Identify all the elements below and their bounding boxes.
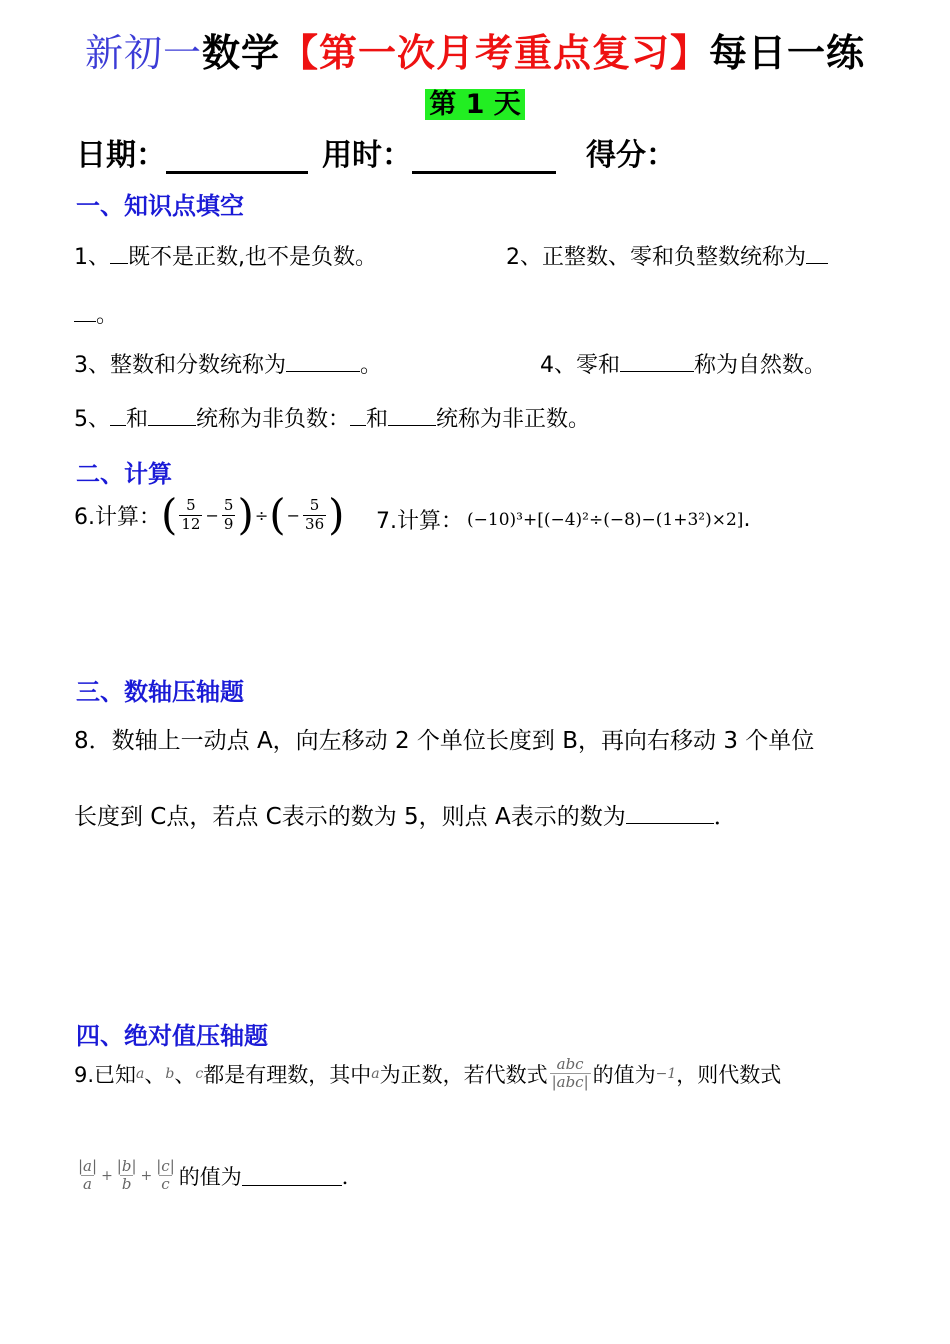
question-8-line-1: 8．数轴上一动点 A，向左移动 2 个单位长度到 B，再向右移动 3 个单位: [74, 728, 815, 754]
date-label: 日期：: [76, 138, 166, 173]
q9-fraction-abc: $\frac{\text{abc}}{\text{|abc|}}$: [551, 1055, 589, 1092]
q4-blank[interactable]: [620, 353, 694, 372]
day-label: 第 1 天: [425, 89, 525, 120]
q9-blank[interactable]: [242, 1165, 342, 1186]
q6-expression: ( $\frac{5}{12}$ − $\frac{5}{9}$ ) ÷ ( − $\frac{5}{36}$ ): [161, 490, 345, 539]
q8-blank[interactable]: [626, 803, 714, 824]
question-3: 3、整数和分数统称为 。: [74, 353, 383, 378]
section-heading-4: 四、绝对值压轴题: [76, 1022, 268, 1050]
page-title: [0, 22, 950, 77]
question-7: 7.计算： (−10)³+[(−4)²÷(−8)−(1+3²)×2] .: [376, 504, 750, 535]
q9-fraction-c: $\frac{|c|}{c}$: [156, 1157, 175, 1194]
title-part-4: 每日一练: [709, 31, 866, 75]
section-heading-2: 二、计算: [76, 460, 172, 488]
info-line: [76, 130, 676, 174]
q5-blank-2[interactable]: [148, 407, 196, 426]
time-label: 用时：: [322, 138, 412, 173]
score-label: 得分：: [586, 138, 676, 173]
question-8-line-2: 长度到 C点，若点 C表示的数为 5，则点 A表示的数为 ．: [74, 804, 737, 830]
section-heading-3: 三、数轴压轴题: [76, 678, 244, 706]
q9-fraction-a: $\frac{|a|}{a}$: [78, 1157, 98, 1194]
q7-expression: (−10)³+[(−4)²÷(−8)−(1+3²)×2]: [467, 509, 744, 530]
question-2: 2、正整数、零和负整数统称为: [506, 240, 828, 271]
q5-blank-4[interactable]: [388, 407, 436, 426]
title-part-1: 新初一: [84, 31, 202, 75]
q3-blank[interactable]: [286, 353, 360, 372]
day-badge: [0, 82, 950, 121]
q2-blank-a[interactable]: [806, 245, 828, 264]
date-blank[interactable]: [166, 141, 308, 174]
title-part-3: 【第一次月考重点复习】: [280, 31, 710, 75]
q5-blank-1[interactable]: [110, 407, 126, 426]
section-heading-1: 一、知识点填空: [76, 192, 244, 220]
q2-blank-b[interactable]: [74, 303, 96, 322]
question-4: 4、零和 称为自然数。: [540, 353, 827, 378]
title-part-2: 数学: [201, 31, 280, 75]
question-9-line-2: $\frac{|a|}{a}$ + $\frac{|b|}{b}$ + $\frac{|c|}{c}$ 的值为 ．: [78, 1157, 363, 1194]
question-5: 5、 和 统称为非负数： 和 统称为非正数。: [74, 407, 591, 432]
q6-label: 6.计算：: [74, 504, 161, 530]
q7-label: 7.计算：: [376, 509, 463, 534]
question-9-line-1: 9.已知 a 、 b 、 c 都是有理数，其中 a 为正数，若代数式 $\frac{\text{abc}}{\text{|abc|}}$ 的值为 −1 ，则代数式: [74, 1055, 782, 1092]
q1-blank[interactable]: [110, 245, 128, 264]
question-2-cont: 。: [74, 298, 118, 329]
q9-fraction-b: $\frac{|b|}{b}$: [116, 1157, 137, 1194]
q5-blank-3[interactable]: [350, 407, 366, 426]
question-6: [74, 490, 345, 539]
time-blank[interactable]: [412, 141, 556, 174]
question-1: 1、 既不是正数,也不是负数。: [74, 245, 377, 270]
